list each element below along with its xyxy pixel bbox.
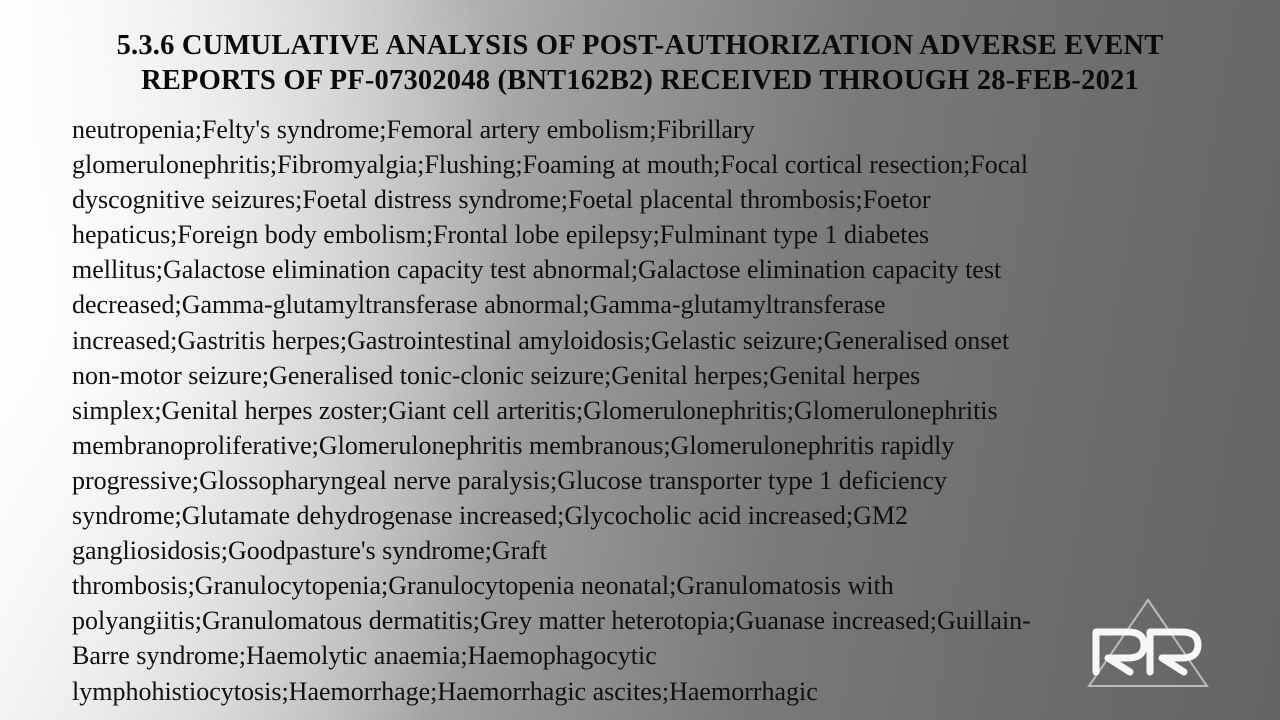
- section-heading-line-2: REPORTS OF PF-07302048 (BNT162B2) RECEIVED THROUGH 28-FEB-2021: [141, 65, 1139, 96]
- body-line: simplex;Genital herpes zoster;Giant cell arteritis;Glomerulonephritis;Glomerulonephritis: [72, 395, 998, 425]
- body-line: syndrome;Glutamate dehydrogenase increased;Glycocholic acid increased;GM2: [72, 501, 909, 531]
- rr-triangle-logo-icon: [1086, 598, 1210, 688]
- body-line: decreased;Gamma-glutamyltransferase abnormal;Gamma-glutamyltransferase: [72, 290, 886, 320]
- body-line: increased;Gastritis herpes;Gastrointestinal amyloidosis;Gelastic seizure;Generalised onset: [72, 325, 1010, 355]
- body-line: polyangiitis;Granulomatous dermatitis;Grey matter heterotopia;Guanase increased;Guillain-: [72, 606, 1031, 636]
- body-line: membranoproliferative;Glomerulonephritis membranous;Glomerulonephritis rapidly: [72, 430, 955, 460]
- body-line: glomerulonephritis;Fibromyalgia;Flushing;Foaming at mouth;Focal cortical resection;Focal: [72, 150, 1029, 180]
- body-line: Barre syndrome;Haemolytic anaemia;Haemophagocytic: [72, 641, 657, 671]
- body-line: lymphohistiocytosis;Haemorrhage;Haemorrhagic ascites;Haemorrhagic: [72, 676, 818, 706]
- section-heading-line-1: 5.3.6 CUMULATIVE ANALYSIS OF POST-AUTHORIZATION ADVERSE EVENT: [116, 30, 1164, 61]
- body-line: mellitus;Galactose elimination capacity test abnormal;Galactose elimination capacity test: [72, 255, 1002, 285]
- body-line: hepaticus;Foreign body embolism;Frontal lobe epilepsy;Fulminant type 1 diabetes: [72, 220, 930, 250]
- body-line: dyscognitive seizures;Foetal distress syndrome;Foetal placental thrombosis;Foetor: [72, 185, 931, 215]
- adverse-event-list: [72, 112, 1232, 709]
- body-line: thrombosis;Granulocytopenia;Granulocytopenia neonatal;Granulomatosis with: [72, 571, 894, 601]
- body-line: progressive;Glossopharyngeal nerve paralysis;Glucose transporter type 1 deficiency: [72, 465, 948, 495]
- body-line: non-motor seizure;Generalised tonic-clonic seizure;Genital herpes;Genital herpes: [72, 360, 921, 390]
- section-heading: [0, 28, 1280, 98]
- body-line: neutropenia;Felty's syndrome;Femoral artery embolism;Fibrillary: [72, 115, 755, 144]
- body-line: gangliosidosis;Goodpasture's syndrome;Graft: [72, 536, 547, 566]
